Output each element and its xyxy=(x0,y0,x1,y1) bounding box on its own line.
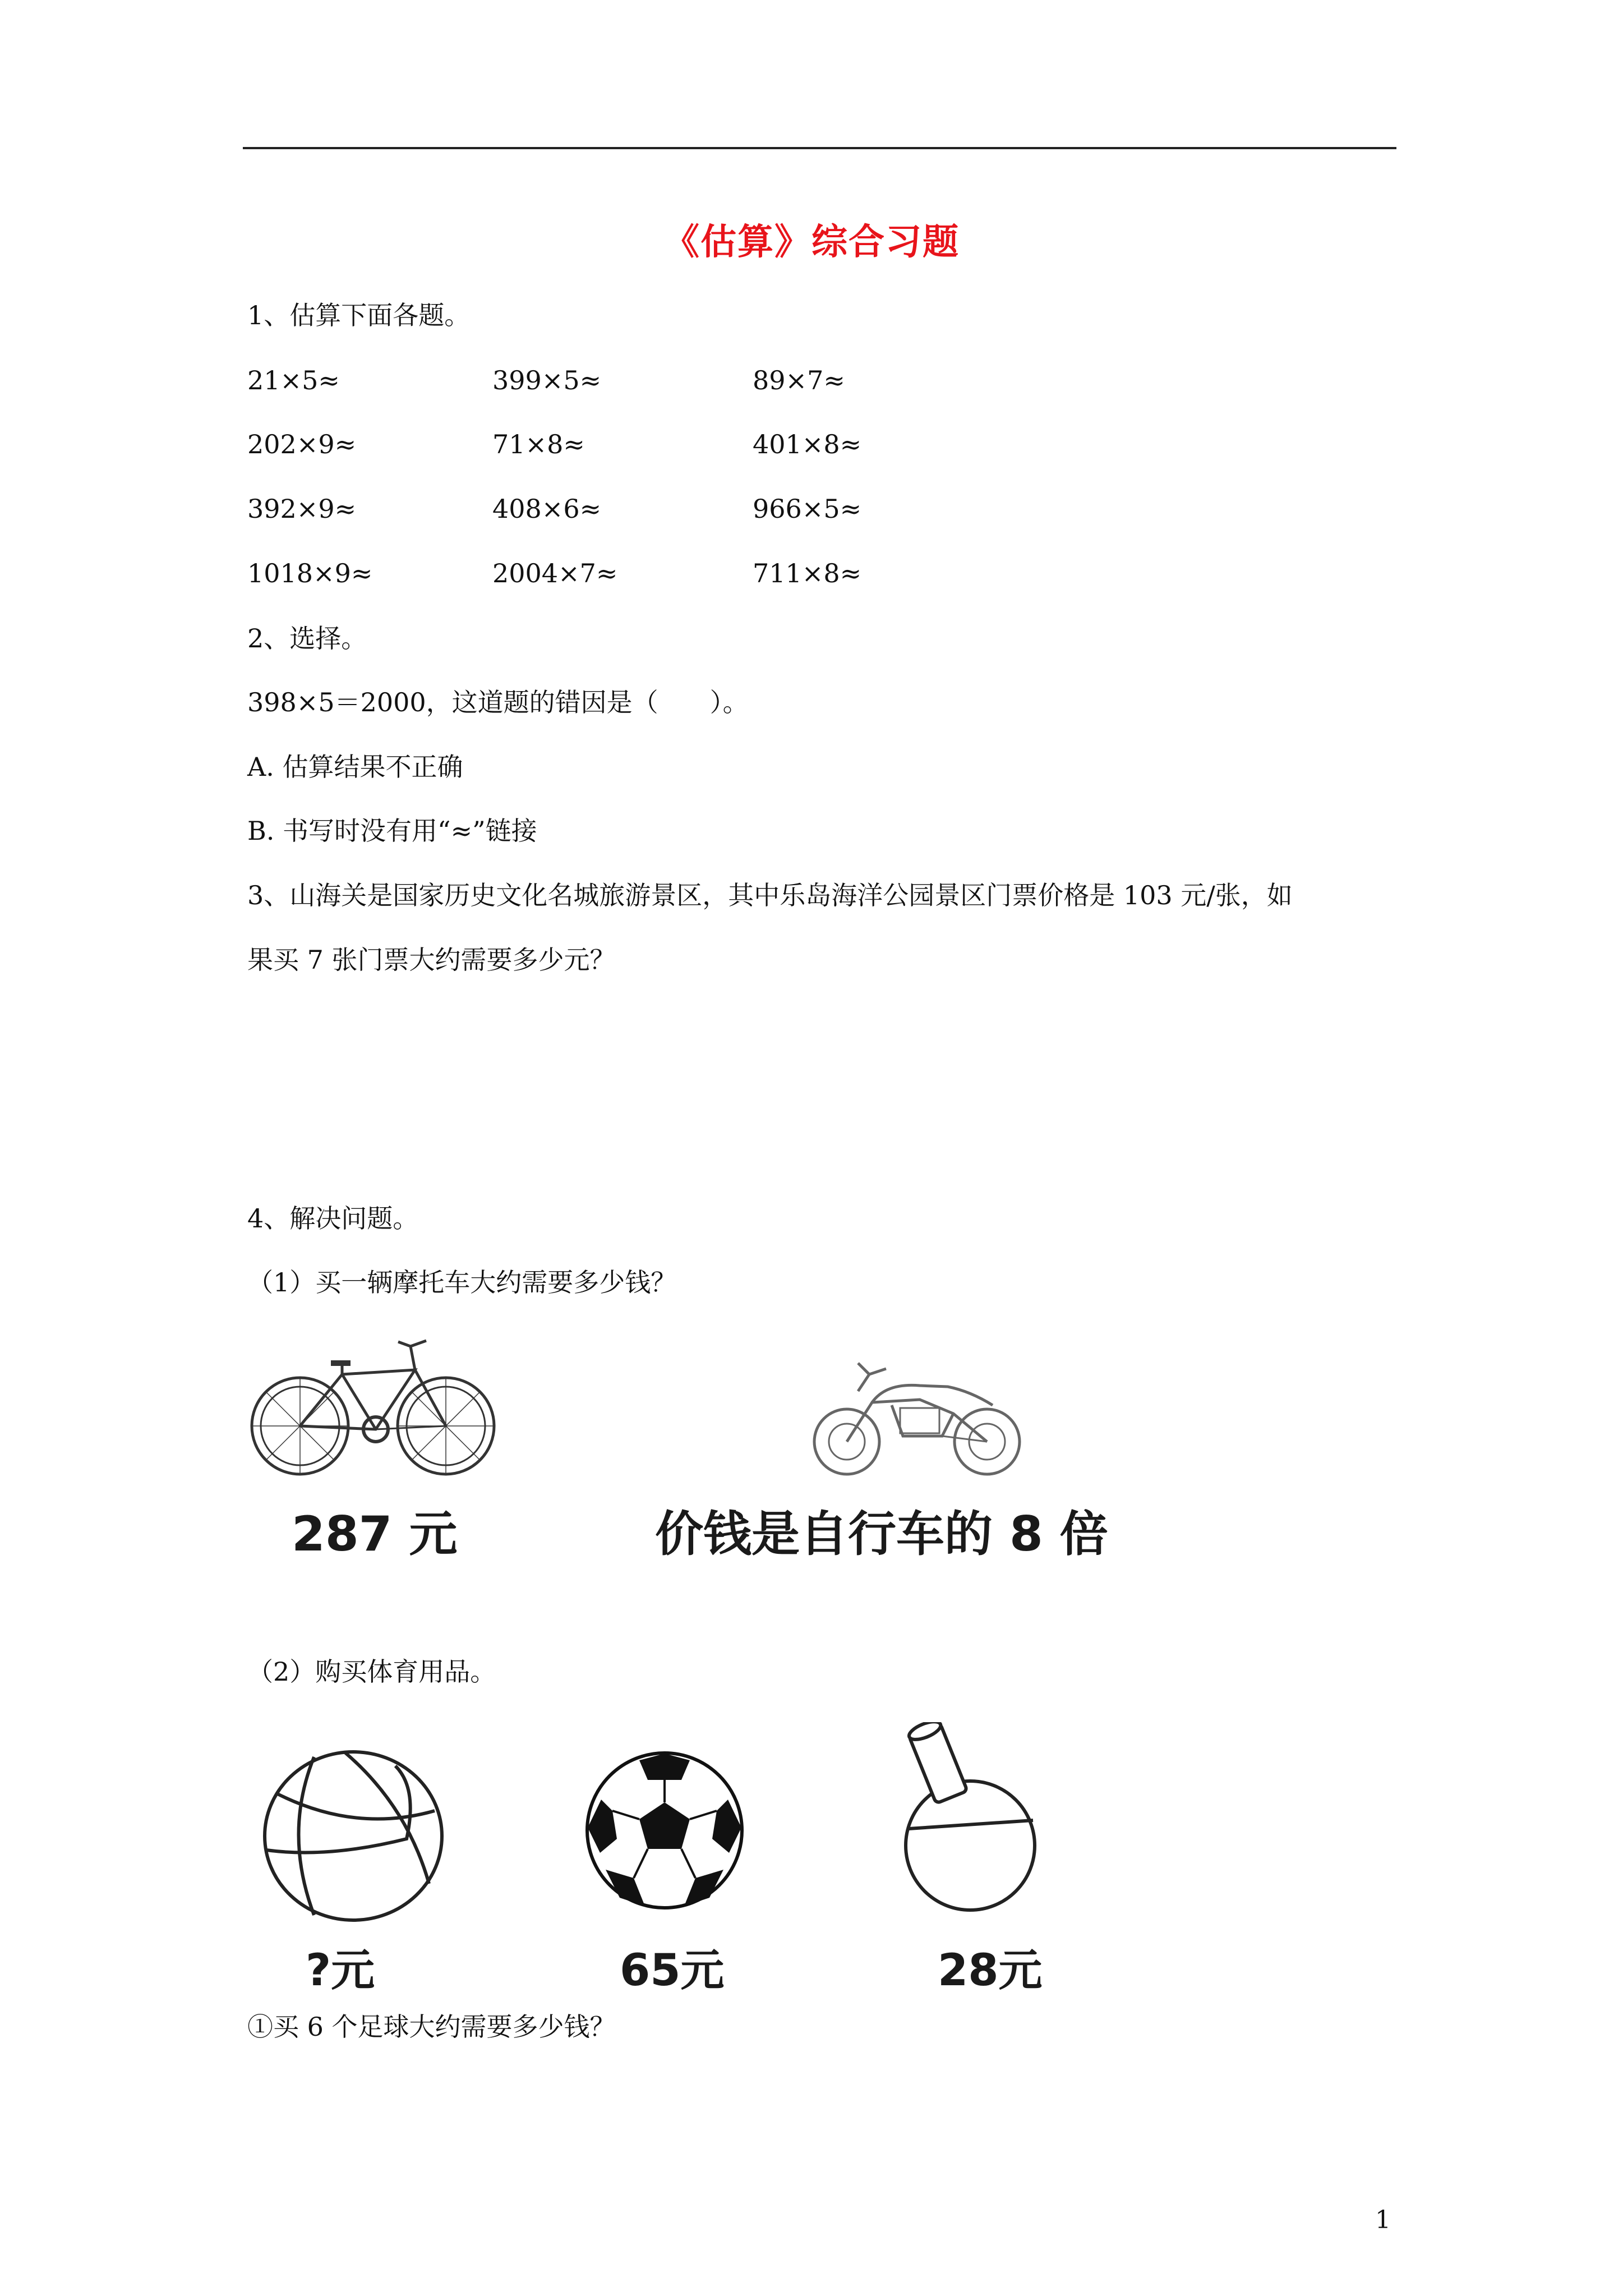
football-price: 65元 xyxy=(620,1945,725,1996)
q1-item: 966×5≈ xyxy=(753,494,862,524)
q2-option-b: B. 书写时没有用“≈”链接 xyxy=(247,816,537,846)
page-title: 《估算》综合习题 xyxy=(663,221,960,263)
basketball-image xyxy=(261,1749,446,1923)
q1-item: 401×8≈ xyxy=(753,429,862,459)
q4-part2: （2）购买体育用品。 xyxy=(247,1657,496,1687)
q3-line1: 3、山海关是国家历史文化名城旅游景区，其中乐岛海洋公园景区门票价格是 103 元/张，如 xyxy=(247,880,1293,910)
motorcycle-caption: 价钱是自行车的 8 倍 xyxy=(655,1506,1108,1562)
q1-item: 408×6≈ xyxy=(492,494,602,524)
bicycle-price: 287 元 xyxy=(292,1506,458,1562)
q2-option-a: A. 估算结果不正确 xyxy=(247,752,463,782)
q1-item: 1018×9≈ xyxy=(247,558,373,588)
q1-heading: 1、估算下面各题。 xyxy=(247,300,471,330)
q1-item: 21×5≈ xyxy=(247,365,340,395)
bicycle-image xyxy=(247,1329,499,1481)
football-image xyxy=(583,1749,746,1912)
q1-item: 711×8≈ xyxy=(753,558,862,588)
q1-item: 202×9≈ xyxy=(247,429,357,459)
q2-heading: 2、选择。 xyxy=(247,623,367,654)
q1-item: 71×8≈ xyxy=(492,429,585,459)
q1-item: 399×5≈ xyxy=(492,365,602,395)
pingpong-paddle-image xyxy=(892,1722,1049,1913)
q1-item: 2004×7≈ xyxy=(492,558,618,588)
q3-line2: 果买 7 张门票大约需要多少元？ xyxy=(247,945,616,975)
q1-item: 89×7≈ xyxy=(753,365,845,395)
q4-heading: 4、解决问题。 xyxy=(247,1203,419,1234)
motorcycle-image xyxy=(808,1352,1032,1481)
q2-question: 398×5＝2000，这道题的错因是（ ）。 xyxy=(247,687,749,717)
pingpong-price: 28元 xyxy=(938,1945,1043,1996)
q1-item: 392×9≈ xyxy=(247,494,357,524)
q4-part1: （1）买一辆摩托车大约需要多少钱？ xyxy=(247,1267,677,1297)
page-number: 1 xyxy=(1375,2206,1391,2234)
q4-sub1: ①买 6 个足球大约需要多少钱？ xyxy=(247,2012,616,2042)
basketball-price: ?元 xyxy=(306,1945,375,1996)
header-rule xyxy=(243,147,1396,149)
